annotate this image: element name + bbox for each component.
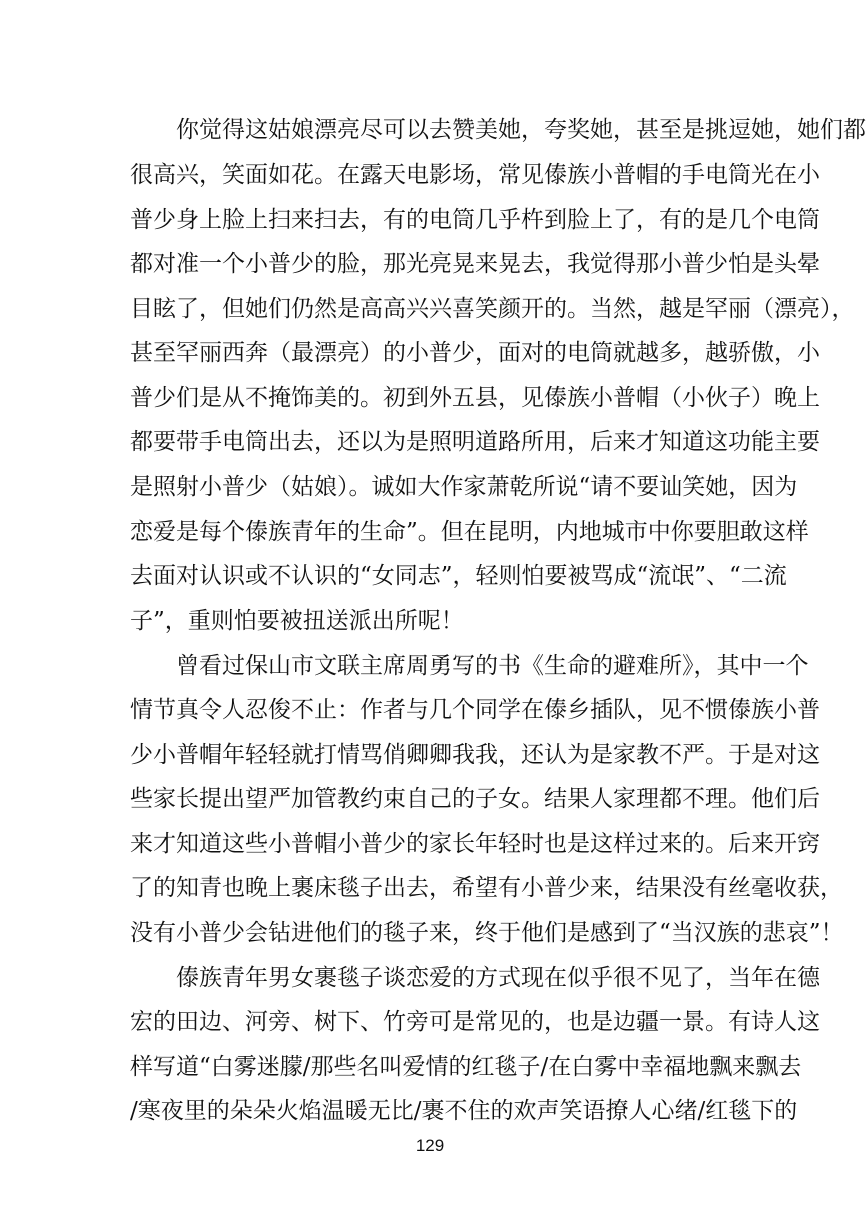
text-line: 少小普帽年轻轻就打情骂俏卿卿我我，还认为是家教不严。于是对这 xyxy=(130,742,820,768)
text-line: 目眩了，但她们仍然是高高兴兴喜笑颜开的。当然，越是罕丽（漂亮）， xyxy=(130,296,855,322)
text-line: 了的知青也晚上裹床毯子出去，希望有小普少来，结果没有丝毫收获， xyxy=(130,875,843,901)
text-line: 些家长提出望严加管教约束自己的子女。结果人家理都不理。他们后 xyxy=(130,786,820,812)
text-line: 情节真令人忍俊不止：作者与几个同学在傣乡插队，见不惯傣族小普 xyxy=(130,697,820,723)
text-line: 很高兴，笑面如花。在露天电影场，常见傣族小普帽的手电筒光在小 xyxy=(130,162,820,188)
text-line: 来才知道这些小普帽小普少的家长年轻时也是这样过来的。后来开窍 xyxy=(130,831,820,857)
text-line: 样写道“白雾迷朦/那些名叫爱情的红毯子/在白雾中幸福地飘来飘去 xyxy=(130,1054,802,1080)
page-number: 129 xyxy=(415,1136,445,1155)
text-line: 没有小普少会钻进他们的毯子来，终于他们是感到了“当汉族的悲哀”！ xyxy=(130,920,844,946)
text-line: 曾看过保山市文联主席周勇写的书《生命的避难所》，其中一个 xyxy=(176,653,809,679)
text-line: 子”，重则怕要被扭送派出所呢！ xyxy=(130,608,464,634)
text-line: 是照射小普少（姑娘）。诚如大作家萧乾所说“请不要讪笑她，因为 xyxy=(130,474,798,500)
text-line: 普少们是从不掩饰美的。初到外五县，见傣族小普帽（小伙子）晚上 xyxy=(130,385,820,411)
text-line: 甚至罕丽西奔（最漂亮）的小普少，面对的电筒就越多，越骄傲，小 xyxy=(130,340,820,366)
text-line: 宏的田边、河旁、树下、竹旁可是常见的，也是边疆一景。有诗人这 xyxy=(130,1009,820,1035)
text-line: 都要带手电筒出去，还以为是照明道路所用，后来才知道这功能主要 xyxy=(130,429,820,455)
text-line: /寒夜里的朵朵火焰温暖无比/裹不住的欢声笑语撩人心绪/红毯下的 xyxy=(130,1098,798,1124)
text-line: 普少身上脸上扫来扫去，有的电筒几乎杵到脸上了，有的是几个电筒 xyxy=(130,207,820,233)
text-line: 你觉得这姑娘漂亮尽可以去赞美她，夸奖她，甚至是挑逗她，她们都 xyxy=(176,117,866,143)
text-line: 傣族青年男女裹毯子谈恋爱的方式现在似乎很不见了，当年在德 xyxy=(176,965,820,991)
text-line: 都对准一个小普少的脸，那光亮晃来晃去，我觉得那小普少怕是头晕 xyxy=(130,251,820,277)
text-line: 去面对认识或不认识的“女同志”，轻则怕要被骂成“流氓”、“二流 xyxy=(130,563,787,589)
text-line: 恋爱是每个傣族青年的生命”。但在昆明，内地城市中你要胆敢这样 xyxy=(130,519,809,545)
